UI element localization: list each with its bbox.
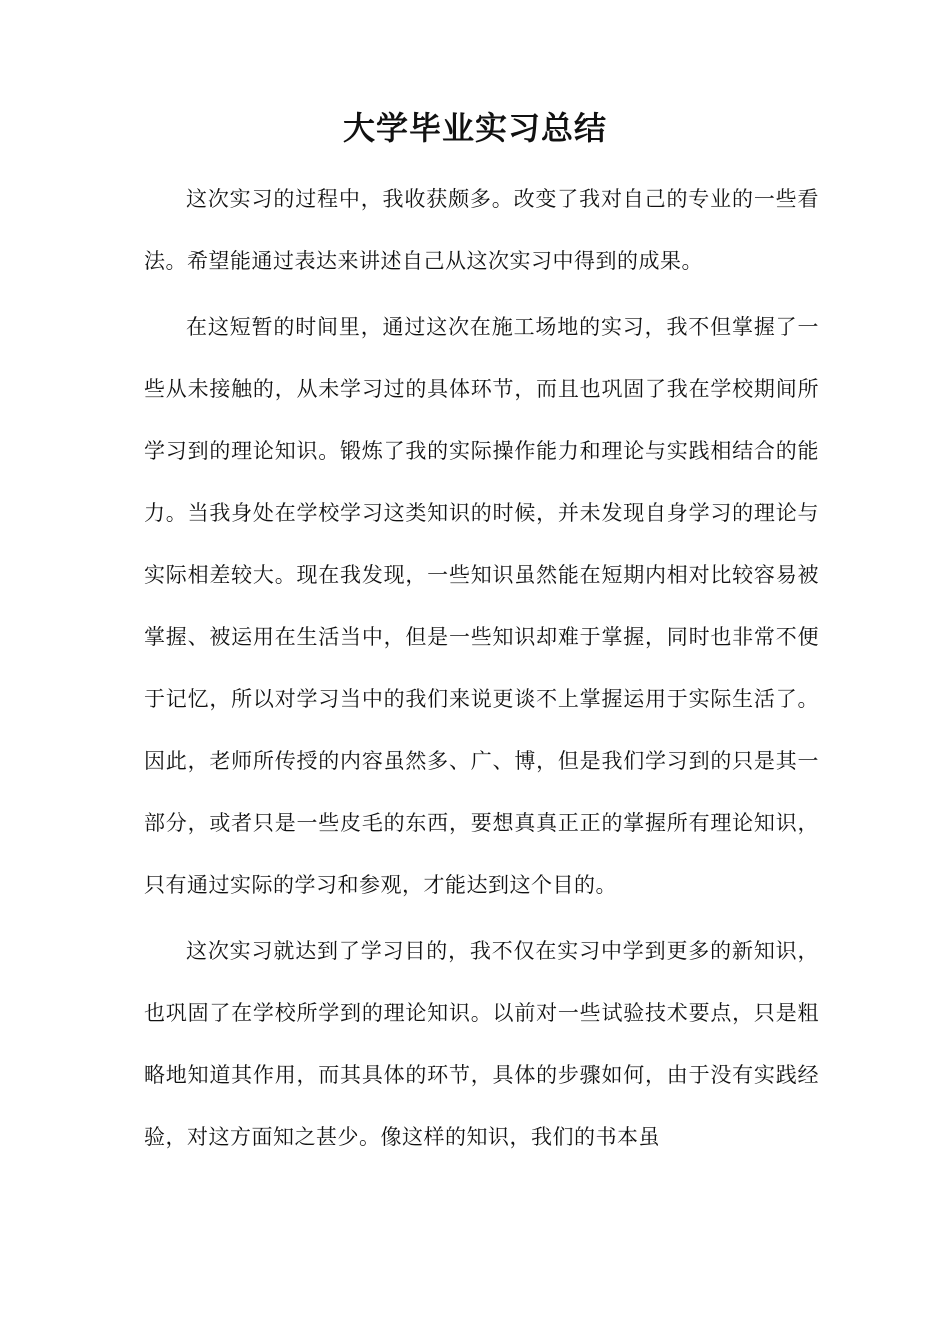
paragraph-2: 在这短暂的时间里，通过这次在施工场地的实习，我不但掌握了一些从未接触的，从未学习过的具体环节，而且也巩固了我在学校期间所学习到的理论知识。锻炼了我的实际操作能力和理论与实践相结合的能力。当我身处在学校学习这类知识的时候，并未发现自身学习的理论与实际相差较大。现在我发现，一些知识虽然能在短期内相对比较容易被掌握、被运用在生活当中，但是一些知识却难于掌握，同时也非常不便于记忆，所以对学习当中的我们来说更谈不上掌握运用于实际生活了。因此，老师所传授的内容虽然多、广、博，但是我们学习到的只是其一部分，或者只是一些皮毛的东西，要想真真正正的掌握所有理论知识，只有通过实际的学习和参观，才能达到这个目的。 [144, 315, 819, 897]
page-title: 大学毕业实习总结 [342, 109, 607, 147]
paragraph-1: 这次实习的过程中，我收获颇多。改变了我对自己的专业的一些看法。希望能通过表达来讲述自己从这次实习中得到的成果。 [144, 187, 819, 273]
document-body [144, 168, 819, 1172]
paragraph-3: 这次实习就达到了学习目的，我不仅在实习中学到更多的新知识，也巩固了在学校所学到的理论知识。以前对一些试验技术要点，只是粗略地知道其作用，而其具体的环节，具体的步骤如何，由于没有实践经验，对这方面知之甚少。像这样的知识，我们的书本虽 [144, 939, 819, 1149]
